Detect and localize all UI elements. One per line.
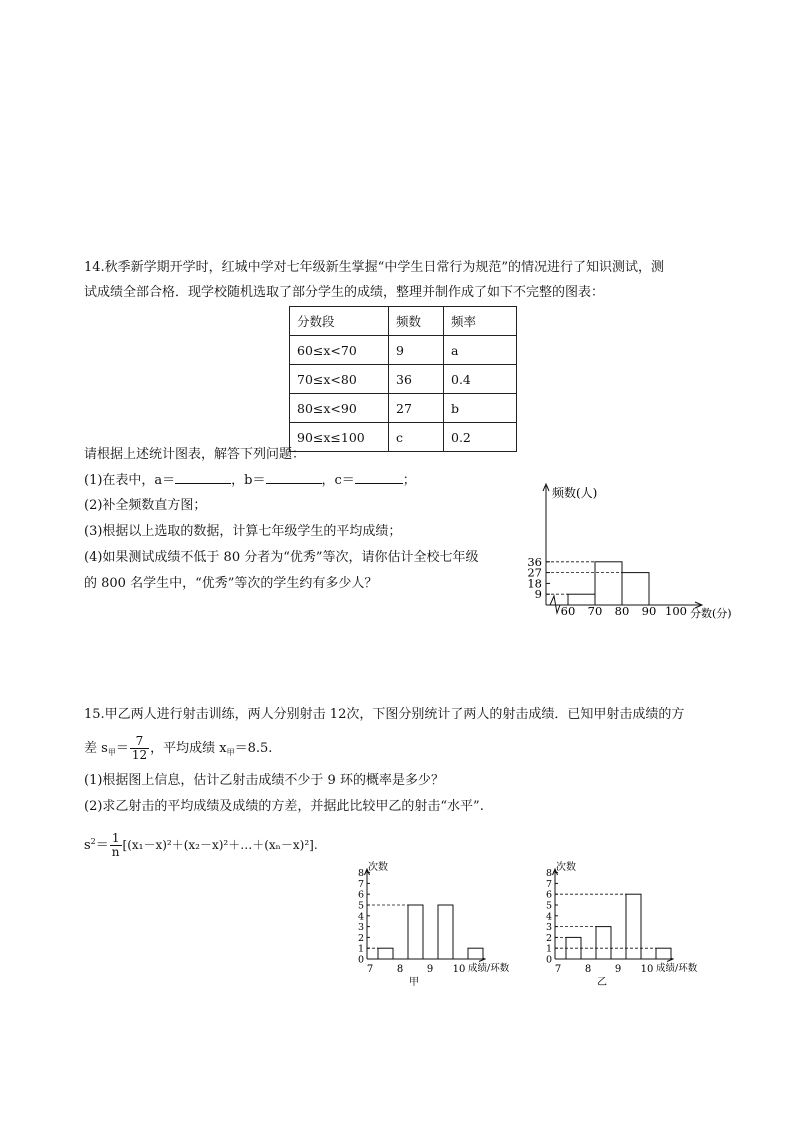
sub1-end: ；	[402, 473, 416, 488]
variance-sub: 甲	[107, 748, 116, 757]
q14-sub4-line2: 的 800 名学生中，“优秀”等次的学生约有多少人？	[84, 576, 378, 591]
formula-square: 2	[90, 837, 96, 846]
y-tick-label: 2	[545, 932, 552, 944]
x-tick-label: 60	[560, 604, 576, 618]
y-tick-label: 8	[545, 868, 552, 880]
q15-sub1: (1)根据图上信息，估计乙射击成绩不少于 9 环的概率是多少？	[84, 773, 444, 788]
x-axis-label: 成绩/环数	[468, 963, 510, 974]
q15-variance-line	[84, 733, 272, 769]
x-tick-label: 9	[614, 964, 622, 975]
y-axis-label: 次数	[368, 862, 388, 873]
table-cell: b	[444, 394, 517, 423]
table-cell: 0.4	[444, 365, 517, 394]
bar-chart-jia	[342, 858, 528, 988]
x-tick-label: 80	[614, 604, 630, 618]
y-tick-label: 36	[527, 554, 542, 569]
answer-blank-a[interactable]	[175, 471, 231, 484]
table-cell: 60≤x<70	[290, 336, 389, 365]
table-header: 频率	[444, 307, 517, 336]
x-axis-label: 分数(分)	[690, 607, 732, 620]
formula-eq: ＝	[95, 838, 109, 853]
y-tick-label: 9	[534, 587, 542, 602]
table-cell: 36	[389, 365, 444, 394]
chart-caption: 乙	[597, 977, 607, 988]
table-cell: 90≤x≤100	[290, 423, 389, 452]
y-tick-label: 6	[357, 889, 364, 901]
variance-formula	[84, 826, 318, 862]
x-tick-label: 7	[554, 964, 562, 975]
variance-fraction	[130, 735, 149, 762]
frequency-table	[289, 306, 517, 452]
answer-blank-c[interactable]	[355, 471, 403, 484]
y-tick-label: 5	[357, 900, 364, 912]
y-tick-label: 4	[357, 911, 364, 923]
bar	[596, 927, 611, 959]
table-row	[290, 336, 517, 365]
q15-sub2: (2)求乙射击的平均成绩及成绩的方差，并据此比较甲乙的射击“水平”.	[84, 799, 484, 814]
table-row	[290, 423, 517, 452]
sub1-b-label: ，b＝	[231, 473, 266, 488]
formula-numerator: 1	[110, 832, 122, 846]
x-tick-label: 90	[641, 604, 657, 618]
y-tick-label: 7	[545, 878, 552, 890]
bar	[378, 948, 393, 959]
y-tick-label: 18	[527, 576, 542, 591]
y-tick-label: 27	[527, 565, 542, 580]
sub1-prefix: (1)在表中，a＝	[84, 473, 176, 488]
answer-blank-b[interactable]	[266, 471, 322, 484]
y-tick-label: 1	[357, 943, 364, 955]
formula-fraction	[110, 832, 122, 859]
y-tick-label: 4	[545, 911, 552, 923]
bar	[408, 905, 423, 959]
bar	[468, 948, 483, 959]
y-axis-label: 频数(人)	[552, 486, 598, 500]
y-tick-label: 2	[357, 932, 364, 944]
x-tick-label: 8	[584, 964, 592, 975]
histogram-bar	[622, 573, 649, 605]
table-cell: c	[389, 423, 444, 452]
formula-denominator: n	[111, 845, 120, 859]
mean-text: ，平均成绩 x	[150, 741, 227, 756]
table-cell: 70≤x<80	[290, 365, 389, 394]
q14-line2: 试成绩全部合格．现学校随机选取了部分学生的成绩，整理并制作成了如下不完整的图表：	[84, 285, 605, 300]
x-tick-label: 10	[452, 964, 466, 975]
bar	[626, 894, 641, 959]
bar	[656, 948, 671, 959]
bar	[566, 937, 581, 959]
bar	[438, 905, 453, 959]
table-cell: 27	[389, 394, 444, 423]
bar-chart-yi	[530, 858, 730, 988]
table-row	[290, 394, 517, 423]
formula-s: s	[84, 838, 91, 853]
x-tick-label: 10	[640, 964, 654, 975]
x-tick-label: 100	[665, 604, 687, 618]
mean-value: ＝8.5.	[234, 741, 273, 756]
x-tick-label: 9	[426, 964, 434, 975]
sub1-c-label: ，c＝	[321, 473, 355, 488]
y-axis-label: 次数	[556, 862, 576, 873]
formula-body: [(x₁－x)²＋(x₂－x)²＋…＋(xₙ－x)²].	[122, 838, 318, 852]
y-tick-label: 0	[545, 954, 552, 966]
table-header: 分数段	[290, 307, 389, 336]
variance-numerator: 7	[130, 735, 149, 749]
variance-prefix: 差 s	[84, 741, 108, 756]
variance-denominator: 12	[131, 748, 148, 762]
table-cell: a	[444, 336, 517, 365]
y-tick-label: 6	[545, 889, 552, 901]
table-header-row	[290, 307, 517, 336]
table-cell: 0.2	[444, 423, 517, 452]
q15-line1: 15.甲乙两人进行射击训练，两人分别射击 12次，下图分别统计了两人的射击成绩．已知甲射击成绩的方	[84, 707, 685, 722]
chart-caption: 甲	[409, 977, 419, 988]
table-row	[290, 365, 517, 394]
q14-sub1	[84, 471, 416, 490]
q14-line1: 14.秋季新学期开学时，红城中学对七年级新生掌握“中学生日常行为规范”的情况进行了知识测试，测	[84, 260, 664, 275]
variance-eq: ＝	[115, 741, 129, 756]
table-header: 频数	[389, 307, 444, 336]
table-cell: 9	[389, 336, 444, 365]
x-axis-label: 成绩/环数	[656, 963, 698, 974]
table-cell: 80≤x<90	[290, 394, 389, 423]
x-tick-label: 8	[396, 964, 404, 975]
histogram-bar	[595, 562, 622, 605]
q14-sub3: (3)根据以上选取的数据，计算七年级学生的平均成绩；	[84, 524, 402, 539]
frequency-histogram	[512, 478, 752, 628]
y-tick-label: 3	[545, 922, 552, 934]
y-tick-label: 3	[357, 922, 364, 934]
y-tick-label: 0	[357, 954, 364, 966]
y-tick-label: 7	[357, 878, 364, 890]
mean-sub: 甲	[226, 748, 235, 757]
y-tick-label: 5	[545, 900, 552, 912]
y-tick-label: 1	[545, 943, 552, 955]
q14-prompt: 请根据上述统计图表，解答下列问题：	[84, 447, 306, 462]
x-tick-label: 7	[366, 964, 374, 975]
q14-sub2: (2)补全频数直方图；	[84, 498, 207, 513]
y-tick-label: 8	[357, 868, 364, 880]
x-tick-label: 70	[587, 604, 603, 618]
q14-sub4-line1: (4)如果测试成绩不低于 80 分者为“优秀”等次，请你估计全校七年级	[84, 550, 479, 565]
